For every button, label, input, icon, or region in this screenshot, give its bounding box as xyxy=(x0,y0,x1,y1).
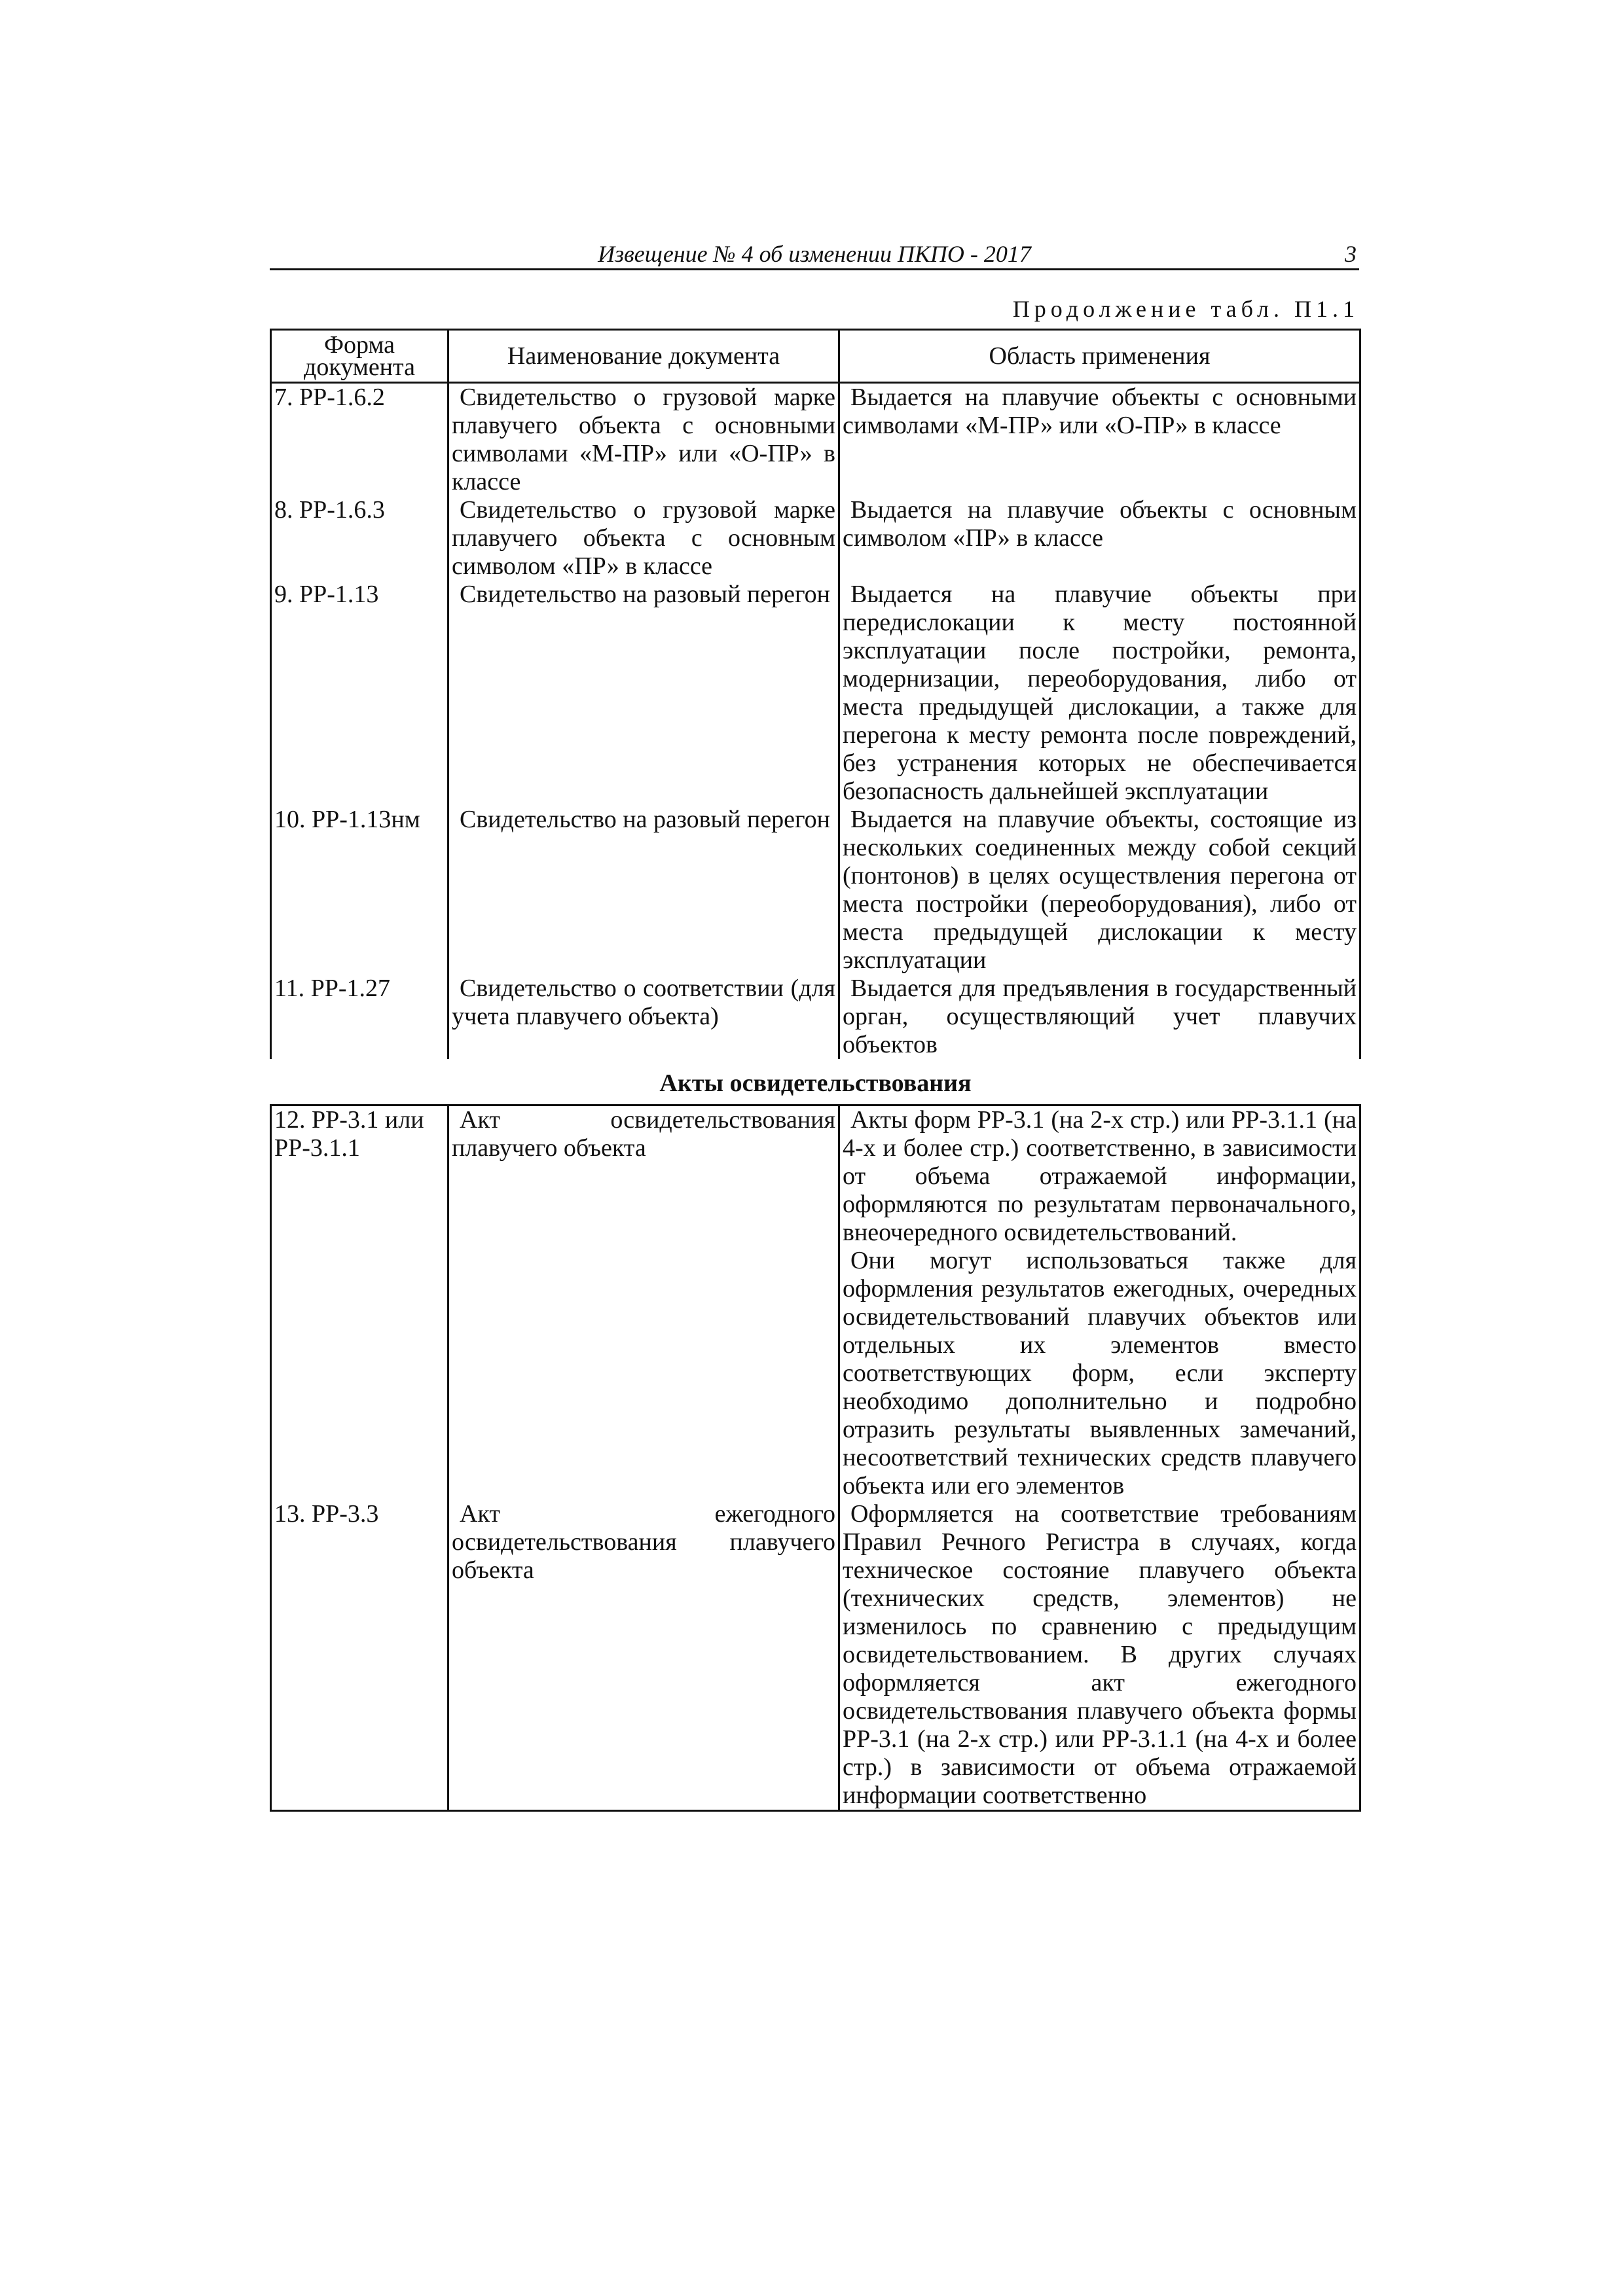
name-cell xyxy=(448,383,839,497)
table-row xyxy=(271,806,1360,975)
form-cell: 11. РР-1.27 xyxy=(271,975,448,1059)
column-header-scope: Область применения xyxy=(839,330,1360,383)
header-title: Извещение № 4 об изменении ПКПО - 2017 xyxy=(598,241,1031,267)
scope-text: Акты форм РР-3.1 (на 2-х стр.) или РР-3.1.1 (на 4-х и более стр.) соответственно, в зависимости от объема отражаемой информации, оформляются по результатам первоначального, внеочередного освидетельствований. xyxy=(843,1106,1357,1246)
scope-cell xyxy=(839,975,1360,1059)
page-number: 3 xyxy=(1345,241,1357,267)
column-header-form: Форма документа xyxy=(271,330,448,383)
table-row xyxy=(271,383,1360,497)
scope-cell xyxy=(839,581,1360,806)
scope-text: Выдается на плавучие объекты, состоящие из нескольких соединенных между собой секций (понтонов) в целях осуществления перегона от места постройки (переоборудования), либо от места предыдущей дислокации к месту эксплуатации xyxy=(843,806,1357,974)
table-continuation-label: Продолжение табл. П1.1 xyxy=(1012,296,1359,322)
page-header xyxy=(270,241,1359,270)
form-cell: 8. РР-1.6.3 xyxy=(271,496,448,581)
form-cell: 13. РР-3.3 xyxy=(271,1500,448,1811)
section-row xyxy=(271,1059,1360,1105)
name-text: Свидетельство на разовый перегон xyxy=(460,581,830,608)
table-row xyxy=(271,975,1360,1059)
scope-cell xyxy=(839,383,1360,497)
name-text: Свидетельство о грузовой марке плавучего объекта с основным символом «ПР» в классе xyxy=(452,496,835,580)
column-header-name: Наименование документа xyxy=(448,330,839,383)
scope-text: Оформляется на соответствие требованиям Правил Речного Регистра в случаях, когда техническое состояние плавучего объекта (технических средств, элементов) не изменилось по сравнению с предыдущим освидетельствованием. В других случаях оформляется акт ежегодного освидетельствования плавучего объекта формы РР-3.1 (на 2-х стр.) или РР-3.1.1 (на 4-х и более стр.) в зависимости от объема отражаемой информации соответственно xyxy=(843,1500,1357,1809)
scope-text: Выдается на плавучие объекты при передислокации к месту постоянной эксплуатации после постройки, ремонта, модернизации, переоборудования, либо от места предыдущей дислокации, а также для перегона к месту ремонта после повреждений, без устранения которых не обеспечивается безопасность дальнейшей эксплуатации xyxy=(843,581,1357,805)
scope-text-continued: Они могут использоваться также для оформления результатов ежегодных, очередных освидетельствований плавучих объектов или отдельных их элементов вместо соответствующих форм, если эксперту необходимо дополнительно и подробно отразить результаты выявленных замечаний, несоответствий технических средств плавучего объекта или его элементов xyxy=(843,1247,1357,1499)
name-text: Акт ежегодного освидетельствования плавучего объекта xyxy=(452,1500,835,1584)
name-cell xyxy=(448,975,839,1059)
name-cell xyxy=(448,1500,839,1811)
name-cell xyxy=(448,1105,839,1501)
scope-text: Выдается для предъявления в государственный орган, осуществляющий учет плавучих объектов xyxy=(843,975,1357,1058)
name-cell xyxy=(448,806,839,975)
form-cell: 7. РР-1.6.2 xyxy=(271,383,448,497)
documents-table xyxy=(270,329,1361,1812)
table-row xyxy=(271,1500,1360,1811)
scope-text: Выдается на плавучие объекты с основным символом «ПР» в классе xyxy=(843,496,1357,552)
name-cell xyxy=(448,581,839,806)
scope-cell xyxy=(839,1105,1360,1501)
name-text: Свидетельство о соответствии (для учета плавучего объекта) xyxy=(452,975,835,1030)
table-header-row xyxy=(271,330,1360,383)
scope-cell xyxy=(839,806,1360,975)
scope-cell xyxy=(839,1500,1360,1811)
name-text: Свидетельство на разовый перегон xyxy=(460,806,830,833)
form-cell: 9. РР-1.13 xyxy=(271,581,448,806)
form-cell: 12. РР-3.1 или РР-3.1.1 xyxy=(271,1105,448,1501)
form-cell: 10. РР-1.13нм xyxy=(271,806,448,975)
table-row xyxy=(271,496,1360,581)
table-row xyxy=(271,1105,1360,1501)
scope-text: Выдается на плавучие объекты с основными символами «М-ПР» или «О-ПР» в классе xyxy=(843,384,1357,439)
scope-cell xyxy=(839,496,1360,581)
table-row xyxy=(271,581,1360,806)
name-cell xyxy=(448,496,839,581)
name-text: Свидетельство о грузовой марке плавучего объекта с основными символами «М-ПР» или «О-ПР» в классе xyxy=(452,384,835,495)
section-title: Акты освидетельствования xyxy=(659,1069,972,1097)
name-text: Акт освидетельствования плавучего объекта xyxy=(452,1106,835,1162)
